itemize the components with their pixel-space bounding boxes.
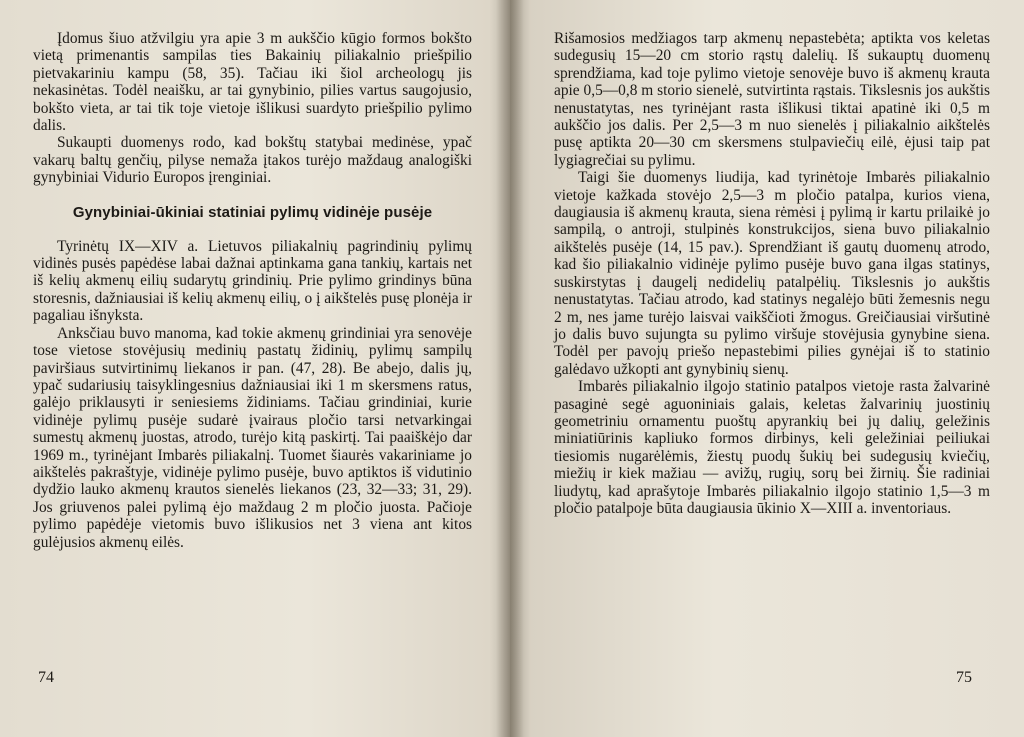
paragraph: Įdomus šiuo atžvilgiu yra apie 3 m aukščio kūgio formos bokšto vietą primenantis sampilas ties Bakainių piliakalnio priešpilio pietvakariniu kampu (58, 35). Tačiau iki šiol archeologų jis nekasinėtas. Todėl neaišku, ar tai gynybinio, pilies vartus saugojusio, bokšto vieta, ar tai tik toje vietoje išlikusi suardyto priešpilio pylimo dalis. <box>33 30 472 135</box>
paragraph: Anksčiau buvo manoma, kad tokie akmenų grindiniai yra senovėje tose vietose stovėjusių medinių pastatų židinių, pylimų sampilų paviršiaus sutvirtinimų liekanos ir pan. (47, 28). Be abejo, dalis jų, ypač sudariusių taisyklingesnius dažniausiai iki 1 m skersmens ratus, galėjo priklausyti ir seniesiems židiniams. Tačiau grindiniai, kurie vidinėje pylimų pusėje sudarė įvairaus pločio tarsi netvarkingai sumestų akmenų juostas, atrodo, turėjo kitą paskirtį. Tai paaiškėjo dar 1969 m., tyrinėjant Imbarės piliakalnį. Tuomet šiaurės vakariniame jo aikštelės pakraštyje, vidinėje pylimo pusėje, buvo aptiktos iš vidutinio dydžio lauko akmenų krautos sienelės liekanos (23, 32—33; 31, 29). Jos griuvenos palei pylimą ėjo maždaug 2 m pločio juosta. Pačioje pylimo papėdėje vietomis buvo išlikusios net 3 viena ant kitos gulėjusios akmenų eilės. <box>33 324 472 551</box>
left-page-text <box>33 30 472 551</box>
book-gutter <box>496 0 524 737</box>
page-number-right: 75 <box>956 669 972 686</box>
right-page <box>510 0 1024 737</box>
paragraph: Imbarės piliakalnio ilgojo statinio patalpos vietoje rasta žalvarinė pasaginė segė aguoniniais galais, keletas žalvarinių juostinių geometriniu ornamentu puoštų apyrankių bei jų dalių, geležinis miniatiūrinis kapliuko formos dirbinys, keli geležiniai peiliukai tiesiomis nugarėlėmis, žiestų puodų šukių bei sudegusių kviečių, miežių ir kiek mažiau — avižų, rugių, sorų bei žirnių. Šie radiniai liudytų, kad aprašytoje Imbarės piliakalnio ilgojo statinio 1,5—3 m pločio patalpoje būta daugiausia ūkinio X—XIII a. inventoriaus. <box>554 378 990 517</box>
paragraph: Sukaupti duomenys rodo, kad bokštų statybai medinėse, ypač vakarų baltų genčių, pilyse nemaža įtakos turėjo maždaug analogiški gynybiniai Vidurio Europos įrenginiai. <box>33 134 472 187</box>
paragraph: Rišamosios medžiagos tarp akmenų nepastebėta; aptikta vos keletas sudegusių 15—20 cm storio rąstų dalelių. Iš sukauptų duomenų sprendžiama, kad toje pylimo vietoje senovėje buvo iš akmenų krauta apie 0,5—0,8 m storio sienelė, sutvirtinta rąstais. Tikslesnis jos aukštis nenustatytas, nes tyrinėjant rasta išlikusi tiktai apatinė iki 0,5 m aukščio jos dalis. Per 2,5—3 m nuo sienelės į piliakalnio aikštelės pusę aptikta 20—30 cm skersmens stulpaviečių eilė, ėjusi taip pat lygiagrečiai su pylimu. <box>554 30 990 169</box>
section-heading: Gynybiniai-ūkiniai statiniai pylimų vidinėje pusėje <box>72 203 433 221</box>
paragraph: Tyrinėtų IX—XIV a. Lietuvos piliakalnių pagrindinių pylimų vidinės pusės papėdėse labai dažnai aptinkama gana tankių, kartais net iš kelių akmenų eilių sudarytų grindinių. Prie pylimo grindinys būna storesnis, dažniausiai iš kelių akmenų eilių, o į aikštelės pusę plonėja ir pagaliau išnyksta. <box>33 237 472 325</box>
page-number-left: 74 <box>38 669 54 686</box>
right-page-text <box>554 30 990 517</box>
left-page <box>0 0 510 737</box>
paragraph: Taigi šie duomenys liudija, kad tyrinėtoje Imbarės piliakalnio vietoje kažkada stovėjo 2,5—3 m pločio patalpa, kurios viena, daugiausia iš akmenų krauta, siena rėmėsi į pylimą ir kartu prilaikė jo sampilą, o antroji, stulpinės konstrukcijos, siena buvo piliakalnio aikštelės pusėje (14, 15 pav.). Sprendžiant iš gautų duomenų atrodo, kad šio piliakalnio vidinėje pylimo pusėje buvo gana ilgas statinys, suskirstytas į daugelį nedidelių patalpėlių. Tikslesnis jo aukštis nenustatytas. Tačiau atrodo, kad statinys negalėjo būti žemesnis negu 2 m, nes jame turėjo laisvai vaikščioti žmogus. Greičiausiai viršutinė jo dalis buvo sujungta su pylimo viršuje stovėjusia gynybine siena. Todėl per pavojų priešo nepastebimi pilies gynėjai iš to statinio galėdavo užkopti ant gynybinių sienų. <box>554 169 990 378</box>
